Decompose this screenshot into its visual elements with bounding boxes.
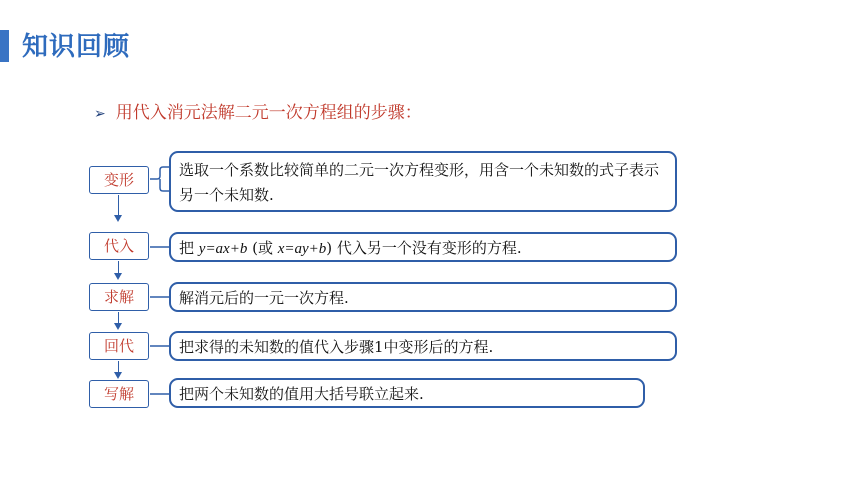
section-subtitle [94,98,422,123]
flow-arrow-2-icon [114,273,122,280]
subtitle-text: 用代入消元法解二元一次方程组的步骤： [115,103,422,123]
title-accent-bar [0,30,9,62]
flow-arrow-3-icon [114,323,122,330]
flow-arrow-1-icon [114,215,122,222]
step-desc-write-solution: 把两个未知数的值用大括号联立起来. [169,378,645,408]
equation-x: x=ay+b [277,241,327,257]
desc-text-mid: (或 [247,239,278,257]
flow-arrow-4-icon [114,372,122,379]
step-label-transform: 变形 [89,166,149,194]
flow-line-2 [118,261,119,273]
page-title: 知识回顾 [22,32,131,62]
connector-brace-1 [149,164,169,194]
connector-line-3 [149,287,169,307]
connector-line-5 [149,384,169,404]
step-label-solve: 求解 [89,283,149,311]
step-label-substitute: 代入 [89,232,149,260]
step-desc-back-substitute: 把求得的未知数的值代入步骤1中变形后的方程. [169,331,677,361]
desc-text-pre: 把 [179,239,199,257]
step-desc-solve: 解消元后的一元一次方程. [169,282,677,312]
step-desc-substitute [169,232,677,262]
step-label-back-substitute: 回代 [89,332,149,360]
equation-y: y=ax+b [198,241,248,257]
connector-line-2 [149,237,169,257]
flow-line-1 [118,195,119,215]
bullet-arrow-icon: ➢ [94,106,106,122]
connector-line-4 [149,336,169,356]
step-desc-transform: 选取一个系数比较简单的二元一次方程变形，用含一个未知数的式子表示另一个未知数. [169,151,677,212]
step-label-write-solution: 写解 [89,380,149,408]
desc-text-post: ) 代入另一个没有变形的方程. [326,239,522,257]
